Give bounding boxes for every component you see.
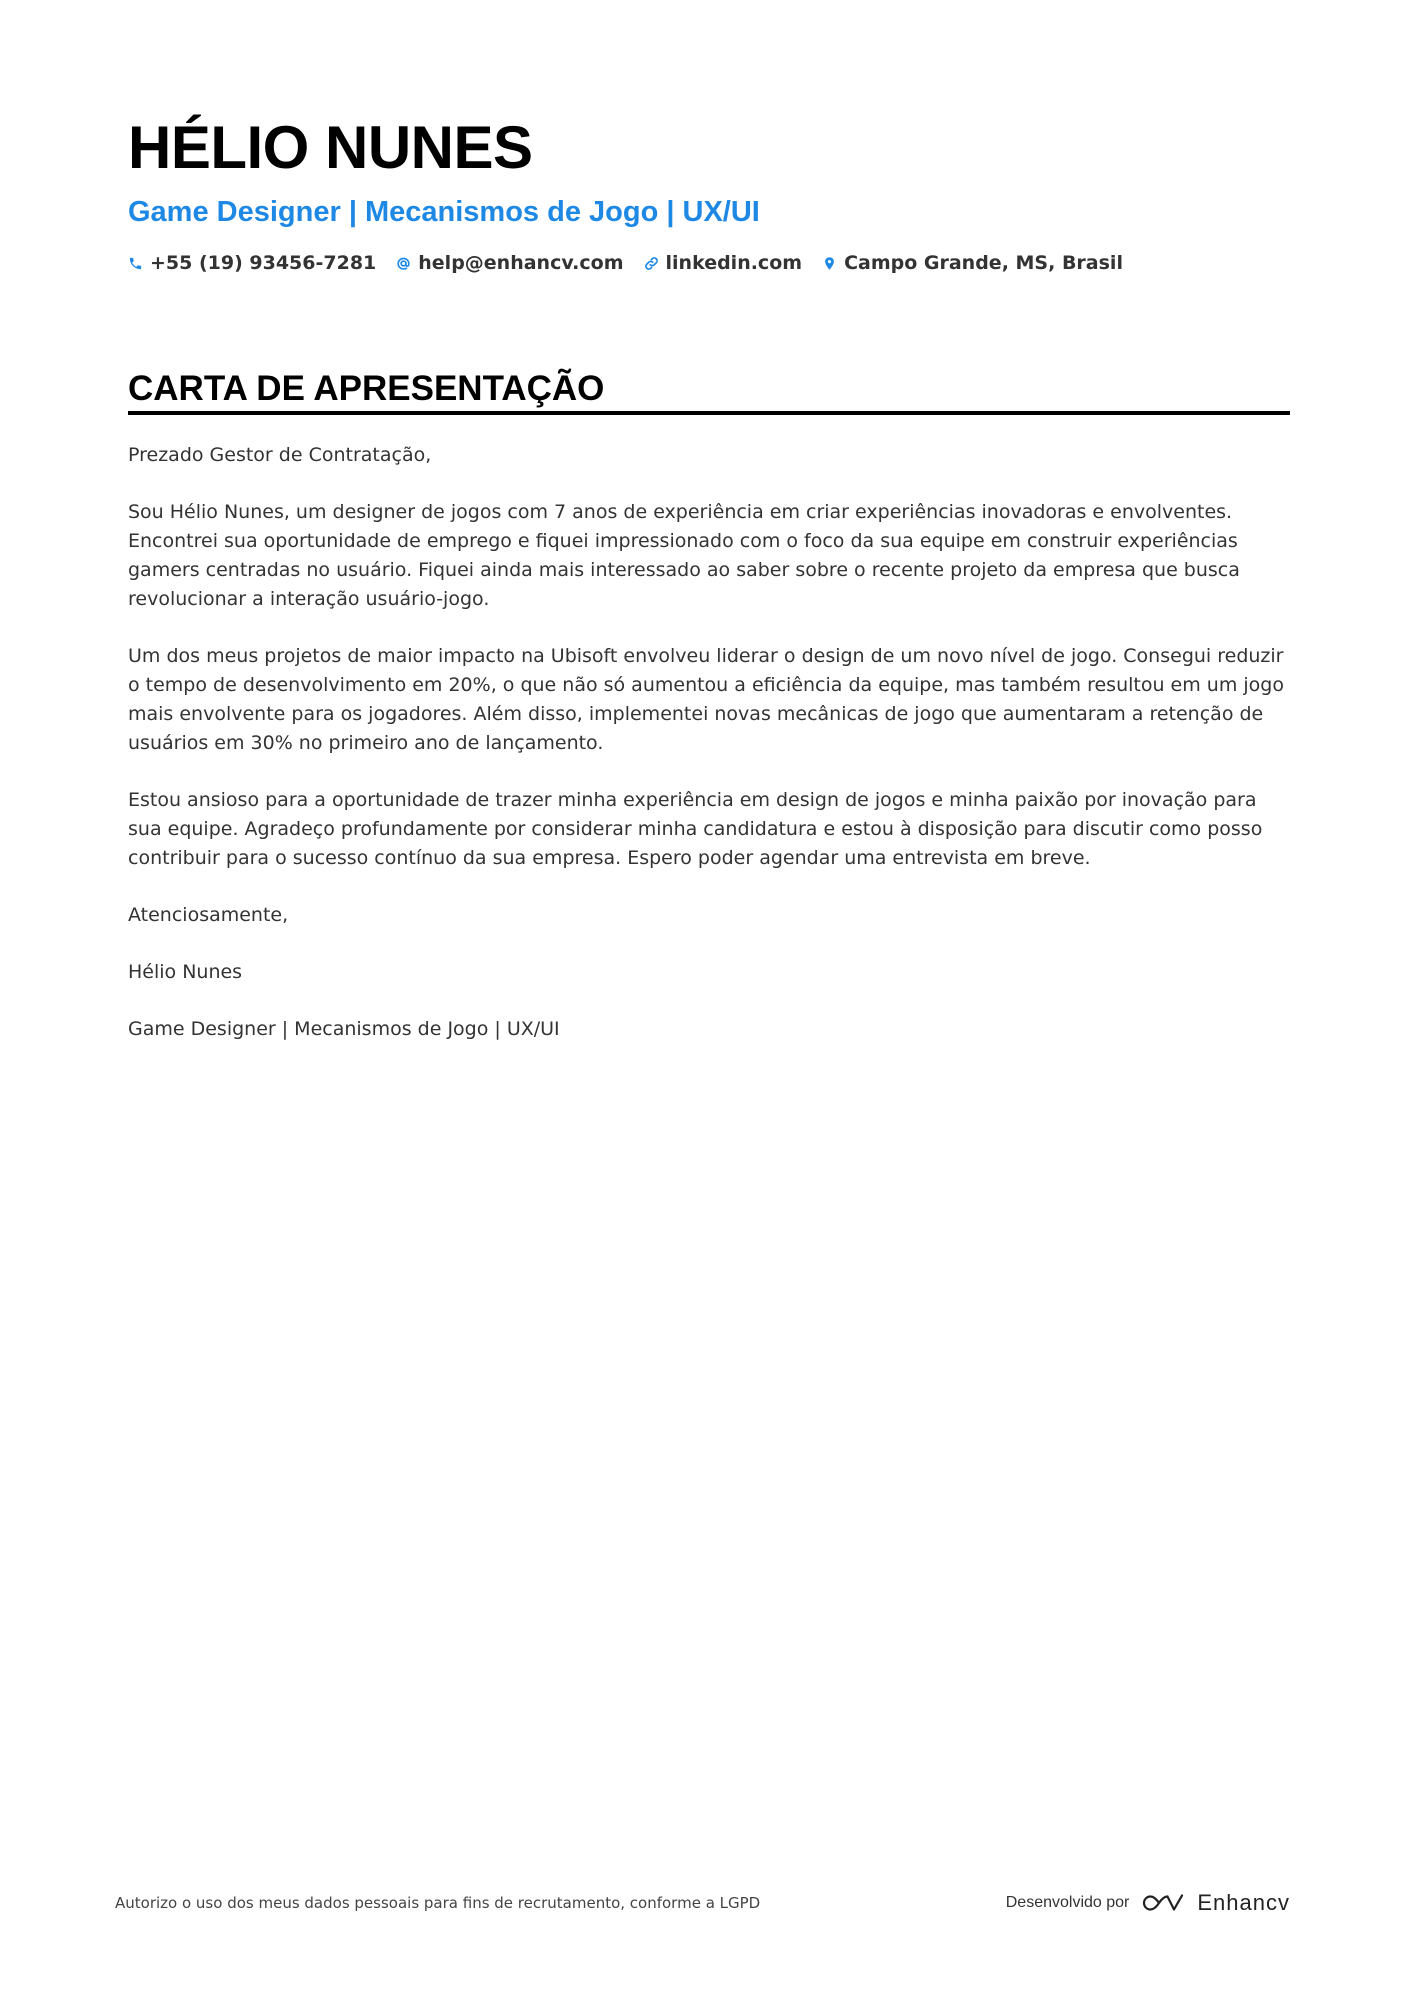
enhancv-logo-icon (1141, 1891, 1187, 1915)
letter-greeting: Prezado Gestor de Contratação, (128, 444, 432, 466)
contact-phone-text: +55 (19) 93456-7281 (150, 252, 377, 274)
cover-letter-page (128, 112, 1290, 1072)
footer-branding (1006, 1890, 1290, 1916)
brand-logo[interactable] (1141, 1890, 1290, 1916)
letter-paragraph: Um dos meus projetos de maior impacto na Ubisoft envolveu liderar o design de um novo nível de jogo. Consegui reduzir o tempo de desenvolvimento em 20%, o que não só aumentou a eficiência da equipe, mas também resultou em um jogo mais envolvente para os jogadores. Além disso, implementei novas mecânicas de jogo que aumentaram a retenção de usuários em 30% no primeiro ano de lançamento. (128, 645, 1284, 754)
contact-linkedin-text: linkedin.com (665, 252, 803, 274)
contact-location-text: Campo Grande, MS, Brasil (844, 252, 1123, 274)
contact-bar (128, 252, 1290, 274)
letter-body (128, 441, 1290, 1044)
location-pin-icon (822, 256, 837, 271)
phone-icon (128, 256, 143, 271)
link-icon (644, 256, 659, 271)
contact-email-text: help@enhancv.com (418, 252, 624, 274)
candidate-headline: Game Designer | Mecanismos de Jogo | UX/UI (128, 196, 760, 228)
contact-phone[interactable] (128, 252, 376, 274)
letter-closing: Atenciosamente, (128, 904, 289, 926)
contact-location (822, 252, 1123, 274)
signature-name: Hélio Nunes (128, 961, 243, 983)
contact-email[interactable] (396, 252, 623, 274)
letter-paragraph: Estou ansioso para a oportunidade de trazer minha experiência em design de jogos e minha paixão por inovação para sua equipe. Agradeço profundamente por considerar minha candidatura e estou à disposição para discutir como posso contribuir para o sucesso contínuo da sua empresa. Espero poder agendar uma entrevista em breve. (128, 789, 1263, 869)
signature-title: Game Designer | Mecanismos de Jogo | UX/UI (128, 1018, 560, 1040)
powered-by-label: Desenvolvido por (1005, 1894, 1130, 1911)
section-title: CARTA DE APRESENTAÇÃO (128, 369, 1290, 415)
contact-linkedin[interactable] (644, 252, 803, 274)
at-icon (396, 256, 411, 271)
footer-consent: Autorizo o uso dos meus dados pessoais para fins de recrutamento, conforme a LGPD (115, 1894, 761, 1912)
candidate-name: HÉLIO NUNES (128, 114, 533, 181)
letter-paragraph: Sou Hélio Nunes, um designer de jogos com 7 anos de experiência em criar experiências inovadoras e envolventes. Encontrei sua oportunidade de emprego e fiquei impressionado com o foco da sua equipe em construir experiências gamers centradas no usuário. Fiquei ainda mais interessado ao saber sobre o recente projeto da empresa que busca revolucionar a interação usuário-jogo. (128, 501, 1240, 610)
brand-name: Enhancv (1197, 1890, 1290, 1915)
